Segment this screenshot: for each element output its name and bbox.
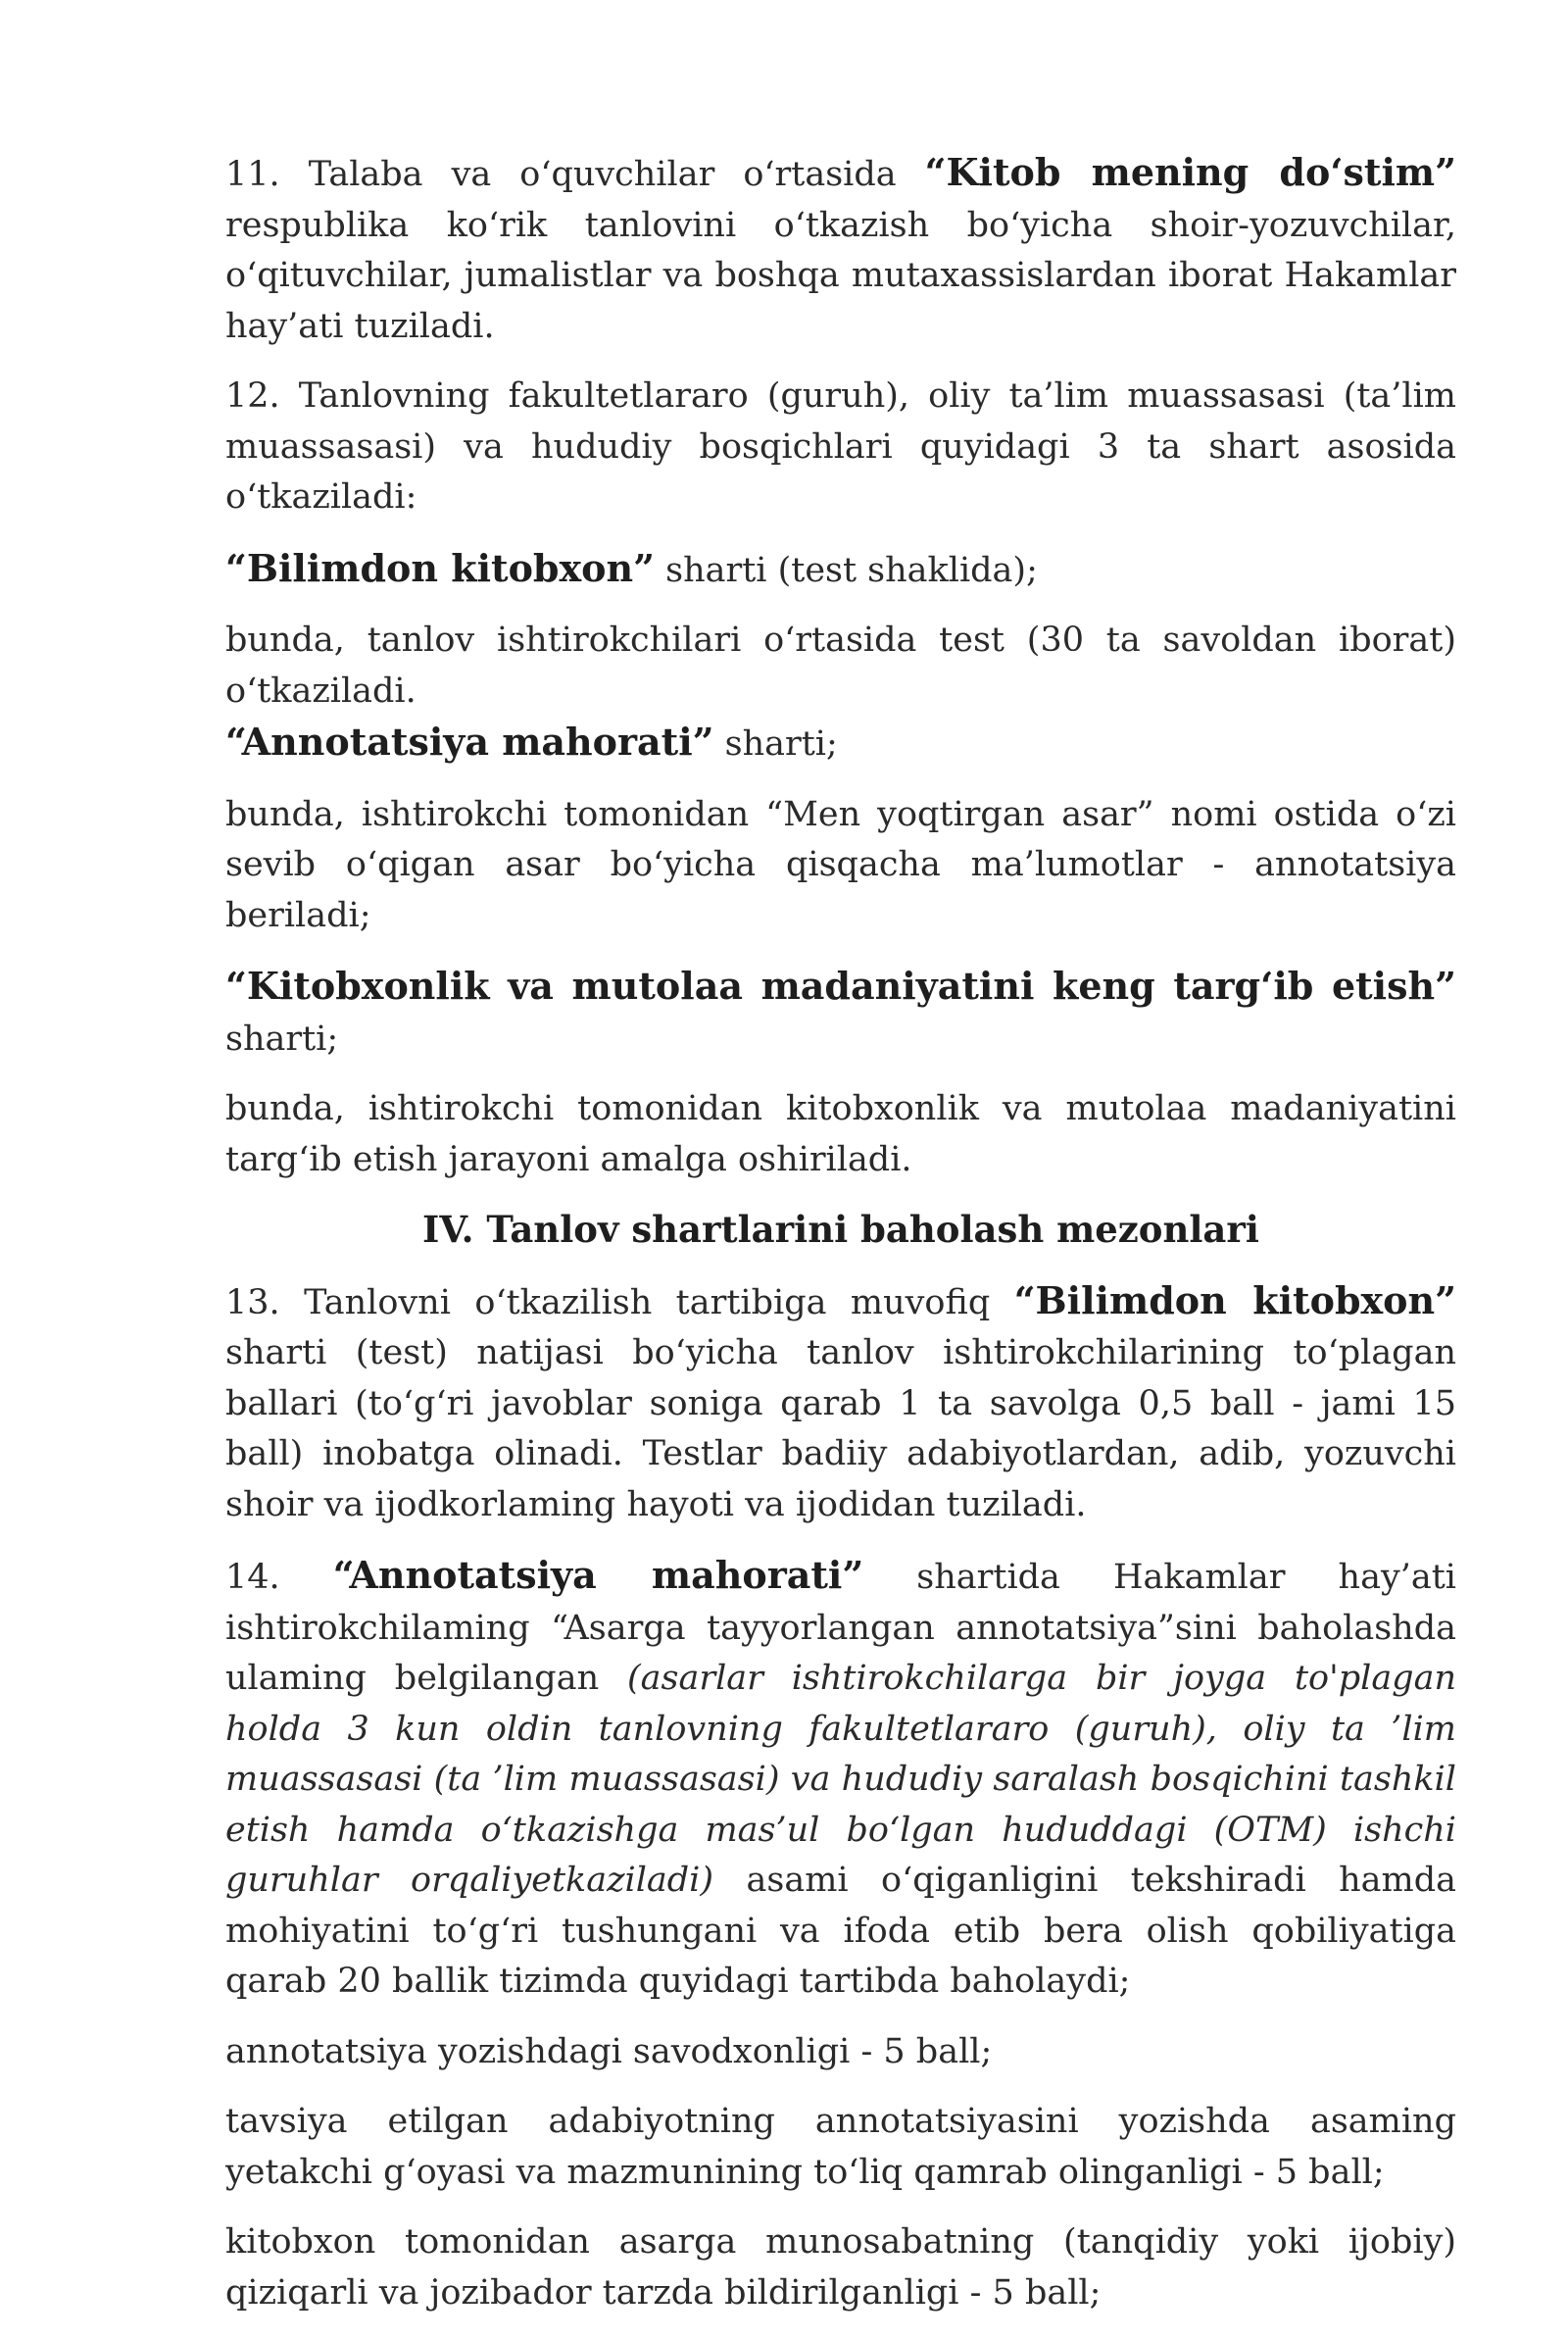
condition-2-description: bunda, ishtirokchi tomonidan “Men yoqtirgan asar” nomi ostida o‘zi sevib o‘qigan asar bo‘yicha qisqacha ma’lumotlar - annotatsiya beriladi; (225, 794, 1456, 935)
condition-2 (225, 717, 1456, 771)
paragraph-13-text-a: 13. Tanlovni o‘tkazilish tartibiga muvofiq (225, 1282, 1014, 1322)
paragraph-12: 12. Tanlovning fakultetlararo (guruh), oliy ta’lim muassasasi (ta’lim muassasasi) va hududiy bosqichlari quyidagi 3 ta shart asosida o‘tkaziladi: (225, 376, 1456, 517)
condition-1-description: bunda, tanlov ishtirokchilari o‘rtasida test (30 ta savoldan iborat) o‘tkaziladi. (225, 621, 1456, 711)
paragraph-14-text-a: 14. (225, 1558, 333, 1597)
paragraph-14-text-d: asami o‘qiganligini tekshiradi hamda mohiyatini to‘g‘ri tushungani va ifoda etib bera olish qobiliyatiga qarab 20 ballik tizimda quyidagi tartibda baholaydi; (225, 1861, 1456, 2001)
condition-1-title: “Bilimdon kitobxon” (225, 545, 655, 590)
paragraph-13-text-c: sharti (test) natijasi bo‘yicha tanlov ishtirokchilarining to‘plagan ballari (to‘g‘ri javoblar soniga qarab 1 ta savolga 0,5 ball - jami 15 ball) inobatga olinadi. Testlar badiiy adabiyotlardan, adib, yozuvchi shoir va ijodkorlaming hayoti va ijodidan tuziladi. (225, 1333, 1456, 1524)
criterion-1: annotatsiya yozishdagi savodxonligi - 5 ball; (225, 2031, 993, 2071)
section-heading: IV. Tanlov shartlarini baholash mezonlari (422, 1208, 1259, 1251)
paragraph-13 (225, 1275, 1456, 1531)
paragraph-14 (225, 1550, 1456, 2008)
criterion-3: kitobxon tomonidan asarga munosabatning (tanqidiy yoki ijobiy) qiziqarli va jozibador tarzda bildirilganligi - 5 ball; (225, 2222, 1456, 2313)
document-page (225, 147, 1456, 2338)
condition-3-title: “Kitobxonlik va mutolaa madaniyatini keng targ‘ib etish” (225, 964, 1456, 1008)
paragraph-13-bold: “Bilimdon kitobxon” (1013, 1277, 1457, 1322)
condition-3 (225, 961, 1456, 1065)
condition-1 (225, 543, 1456, 597)
paragraph-14-bold: “Annotatsiya mahorati” (332, 1553, 864, 1597)
condition-3-suffix: sharti; (225, 1019, 339, 1059)
paragraph-14-text-c: shartida Hakamlar hay’ati ishtirokchilaming “Asarga tayyorlangan annotatsiya”sini baholashda ulaming belgilangan (225, 1558, 1456, 1698)
condition-2-title: “Annotatsiya mahorati” (225, 720, 714, 764)
condition-2-suffix: sharti; (713, 724, 838, 764)
paragraph-11 (225, 147, 1456, 352)
paragraph-11-text-c: respublika ko‘rik tanlovini o‘tkazish bo‘yicha shoir-yozuvchilar, o‘qituvchilar, jumalistlar va boshqa mutaxassislardan iborat Hakamlar hay’ati tuziladi. (225, 205, 1456, 346)
paragraph-11-text-a: 11. Talaba va o‘quvchilar o‘rtasida (225, 155, 925, 194)
paragraph-11-bold: “Kitob mening do‘stim” (924, 150, 1456, 194)
paragraph-14-italic: (asarlar ishtirokchilarga bir joyga to'plagan holda 3 kun oldin tanlovning fakultetlararo (guruh), oliy ta ’lim muassasasi (ta ’lim muassasasi) va hududiy saralash bosqichini tashkil etish hamda o‘tkazishga mas’ul bo‘lgan hududdagi (OTM) ishchi guruhlar orqaliyetkaziladi) (225, 1659, 1456, 1900)
criterion-2: tavsiya etilgan adabiyotning annotatsiyasini yozishda asaming yetakchi g‘oyasi va mazmunining to‘liq qamrab olinganligi - 5 ball; (225, 2102, 1456, 2192)
condition-3-description: bunda, ishtirokchi tomonidan kitobxonlik va mutolaa madaniyatini targ‘ib etish jarayoni amalga oshiriladi. (225, 1089, 1456, 1179)
condition-1-suffix: sharti (test shaklida); (654, 550, 1038, 590)
